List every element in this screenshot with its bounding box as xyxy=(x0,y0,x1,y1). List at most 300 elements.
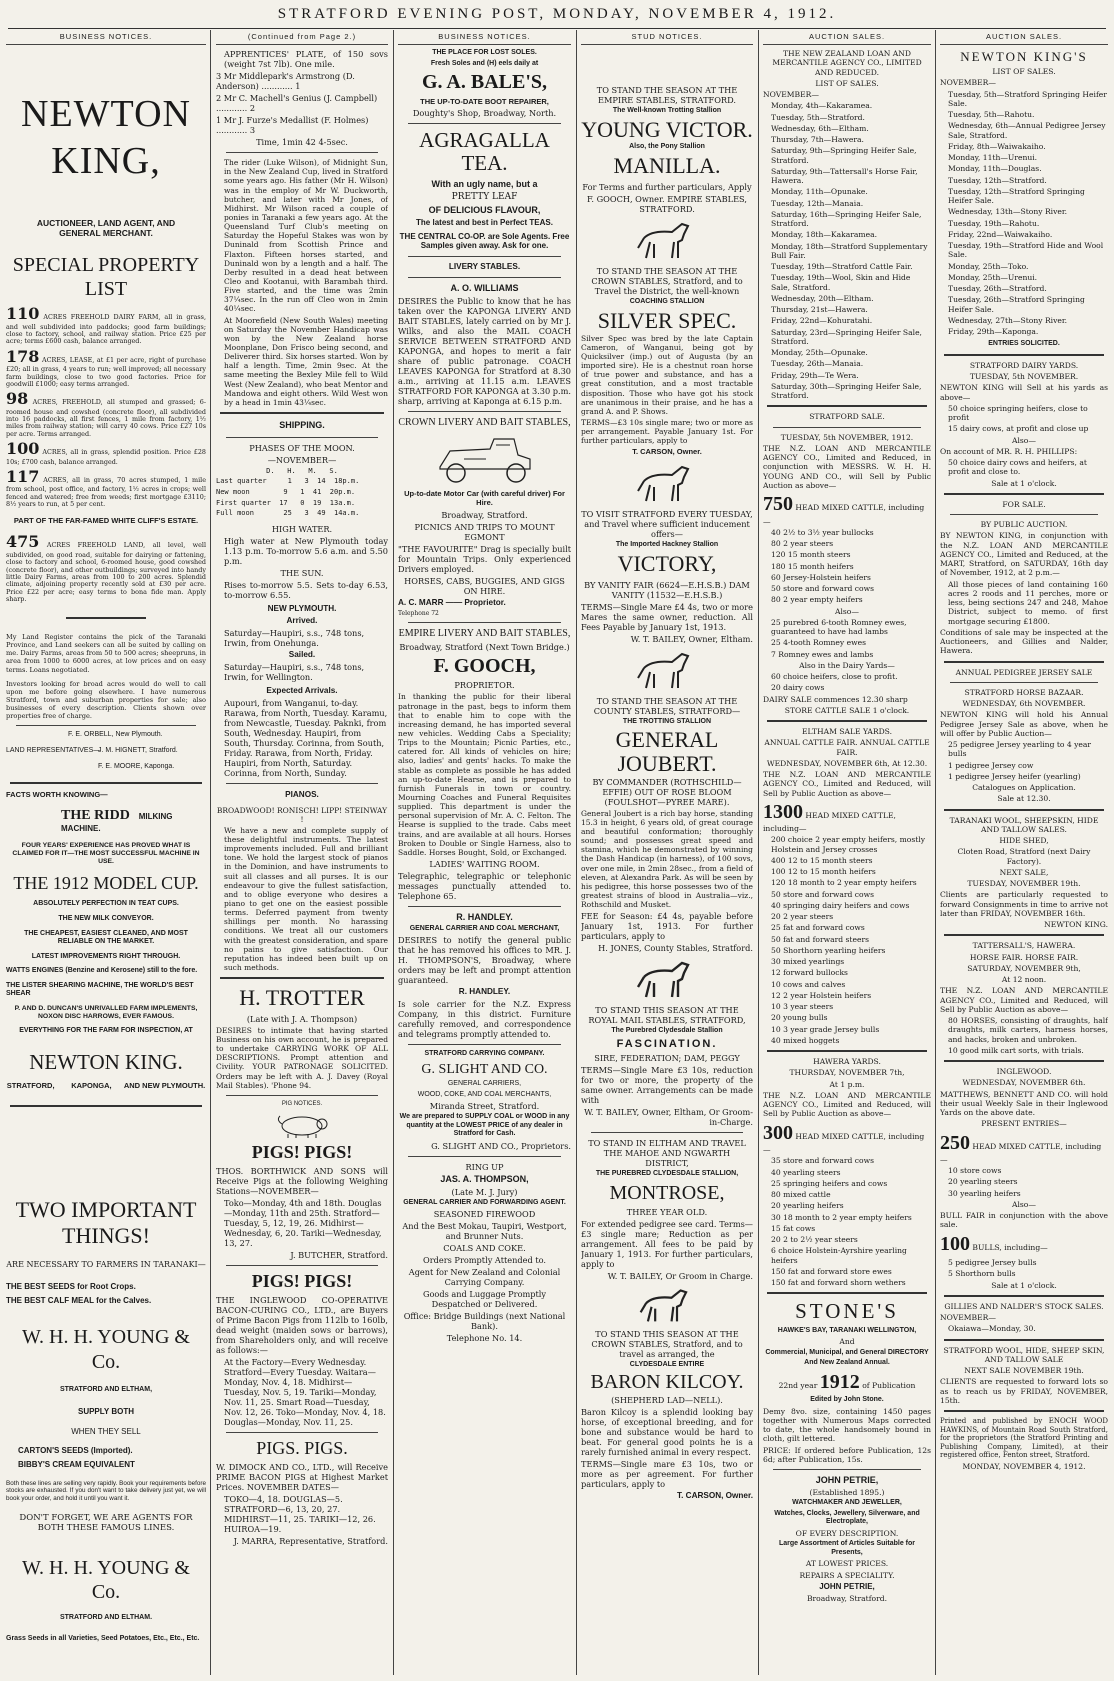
cattle-item: 40 yearling steers xyxy=(771,1167,841,1177)
taranaki-wool: TARANAKI WOOL, SHEEPSKIN, HIDE AND TALLOW SALES. xyxy=(949,815,1099,834)
sale-item: Tuesday, 26th—Stratford Springing Heifer Sale. xyxy=(948,295,1085,314)
montrose-text: For extended pedigree see card. Terms—£3 single mare; Reduction as per arrangement. All fees to be paid by January 1, 1913. For further particulars, apply to xyxy=(581,1219,753,1270)
butcher: J. BUTCHER, Stratford. xyxy=(290,1250,388,1261)
dimock-dates: TOKO—4, 18. DOUGLAS—5. STRATFORD—6, 13, 20, 27. MIDHIRST—11, 25. TARIKI—12, 26. HUIROA—19. xyxy=(224,1494,376,1535)
calf-meal: THE BEST CALF MEAL for the Calves. xyxy=(6,1295,152,1305)
ladies-room: LADIES' WAITING ROOM. xyxy=(429,858,540,869)
sale-item: Saturday, 16th—Springing Heifer Sale, Stratford. xyxy=(771,209,922,229)
heifers-1: 50 choice springing heifers, close to profit xyxy=(948,403,1088,423)
land-register: My Land Register contains the pick of the Taranaki Province, and Land seekers can all be suited by calling on me. Dairy Farms, areas from 50 to 500 acres; sheepruns, in area from 1000 to 6000 acres, at low prices and on easy terms. Loans negotiated. xyxy=(6,633,206,674)
marr-proprietor: A. C. MARR —— Proprietor. xyxy=(398,597,506,607)
column-header: STUD NOTICES. xyxy=(581,30,753,45)
sale-item: Tuesday, 26th—Stratford. xyxy=(948,284,1047,293)
cattle-item: 120 18 month to 2 year empty heifers xyxy=(771,878,917,888)
result-row: 2 Mr C. Machell's Genius (J. Campbell) ............ 2 xyxy=(216,93,378,114)
cattle-item: 150 fat and forward store ewes xyxy=(771,1266,892,1276)
sale-item: Thursday, 7th—Hawera. xyxy=(771,135,864,145)
lost-soles: THE PLACE FOR LOST SOLES. xyxy=(432,49,537,57)
nzloan-2: THE N.Z. LOAN AND MERCANTILE AGENCY CO., Limited and Reduced, will Sell by Public Auction as above— xyxy=(763,770,931,798)
jersey-2: 1 pedigree Jersey cow xyxy=(948,760,1034,770)
cattle-item: 20 2 to 2½ year steers xyxy=(771,1235,858,1245)
column-1 xyxy=(6,30,206,1675)
acreage: 117 xyxy=(6,466,40,486)
acreage: 178 xyxy=(6,346,40,366)
miranda-street: Miranda Street, Stratford. xyxy=(429,1101,540,1112)
clydesdale-stallion: The Purebred Clydesdale Stallion xyxy=(611,1027,723,1035)
gooch-proprietor: PROPRIETOR. xyxy=(454,680,515,691)
column-5 xyxy=(763,30,931,1675)
petrie-sign: JOHN PETRIE, xyxy=(819,1581,875,1591)
forwarding-agent: GENERAL CARRIER AND FORWARDING AGENT. xyxy=(403,1198,566,1206)
horses-hire: HORSES, CABS, BUGGIES, AND GIGS ON HIRE. xyxy=(404,575,565,596)
sale-item: Wednesday, 6th—Eltham. xyxy=(771,123,869,133)
divider xyxy=(408,1044,561,1045)
stones-regions: HAWKE'S BAY, TARANAKI WELLINGTON, xyxy=(777,1326,917,1334)
apprentices: APPRENTICES' PLATE, of 150 sovs (weight 7st 7lb). One mile. xyxy=(224,49,388,70)
moon-heading: PHASES OF THE MOON. xyxy=(249,442,355,453)
bibby: BIBBY'S CREAM EQUIVALENT xyxy=(18,1460,135,1470)
supply: SUPPLY BOTH xyxy=(77,1406,134,1416)
visit-stratford: TO VISIT STRATFORD EVERY TUESDAY, and Travel where sufficient inducement offers— xyxy=(581,508,753,539)
borthwick: THOS. BORTHWICK AND SONS will Receive Pigs at the following Weighing Stations—NOVEMBER— xyxy=(216,1166,388,1197)
cattle-item: 80 2 year steers xyxy=(771,539,834,549)
sale-item: Tuesday, 12th—Stratford Springing Heifer Sale. xyxy=(948,186,1085,205)
heifers-2: 15 dairy cows, at profit and close up xyxy=(948,424,1089,434)
bazaar-date: WEDNESDAY, 6th NOVEMBER. xyxy=(962,699,1086,709)
victory-terms: TERMS—Single Mare £4 4s, two or more Mares the same owner, reduction. All Fees Payable by January 1st, 1913. xyxy=(581,601,753,632)
young-victor: YOUNG VICTOR. xyxy=(581,116,753,142)
newton-king-footer: NEWTON KING. xyxy=(29,1049,183,1074)
cloten-road: Cloten Road, Stratford (next Dairy Factory). xyxy=(957,847,1091,866)
handley-text-2: Is sole carrier for the N.Z. Express Company, in this district. Furniture carefully removed, and correspondence and telegrams promptly attended to. xyxy=(398,999,571,1040)
hackney-stallion: The Imported Hackney Stallion xyxy=(615,540,719,548)
firewood: SEASONED FIREWOOD xyxy=(433,1209,536,1220)
petrie-address: Broadway, Stratford. xyxy=(806,1593,888,1603)
cattle-item: 25 springing heifers and cows xyxy=(771,1178,888,1188)
pretty-leaf: PRETTY LEAF xyxy=(451,191,518,202)
motor-car-icon xyxy=(430,433,540,485)
land: All those pieces of land containing 160 acres 2 roods and 11 perches, more or less, being sections 247 and 248, Mahoe District, subject to memo. of first mortgage securing £1800. xyxy=(948,579,1108,626)
sale-item: Friday, 29th—Te Wera. xyxy=(771,370,859,380)
cattle-item: 20 2 year steers xyxy=(771,912,834,922)
divider xyxy=(950,514,1098,515)
cattle-item: 400 12 to 15 month steers xyxy=(771,855,873,865)
horse-icon xyxy=(632,461,702,505)
head-text: HEAD MIXED CATTLE, including— xyxy=(763,810,896,834)
okaiawa: Okaiawa—Monday, 30. xyxy=(948,1324,1036,1334)
handley-sign: R. HANDLEY. xyxy=(458,987,511,997)
newton-kings: NEWTON KING'S xyxy=(960,49,1088,65)
silver-terms: TERMS—£3 10s single mare; two or more as per arrangement. Payable January 1st. For further particulars, apply to xyxy=(581,418,753,446)
fascination-sub: SIRE, FEDERATION; DAM, PEGGY xyxy=(594,1053,740,1064)
favourite: "THE FAVOURITE" Drag is specially built for Mountain Trips. Only experienced Drivers employed. xyxy=(398,543,571,574)
sale-item: Wednesday, 20th—Eltham. xyxy=(771,293,874,303)
inglewood-coop: THE INGLEWOOD CO-OPERATIVE BACON-CURING CO., LTD., are Buyers of Prime Bacon Pigs from 112lb to 160lb, dead weight (maiden sows or barrows), from Shareholders only, and will receive as follows:— xyxy=(216,1295,388,1356)
november: NOVEMBER— xyxy=(940,78,996,88)
central-coop: THE CENTRAL CO-OP. are Sole Agents. Free Samples given away. Ask for one. xyxy=(399,231,570,251)
conveyor: THE NEW MILK CONVEYOR. xyxy=(58,915,154,922)
clydesdale-heading: THE PUREBRED CLYDESDALE STALLION, xyxy=(595,1170,739,1178)
young-towns-2: STRATFORD AND ELTHAM. xyxy=(59,1614,153,1622)
inglewood-date: WEDNESDAY, NOVEMBER 6th. xyxy=(962,1078,1086,1088)
cattle-item: 10 store cows xyxy=(948,1166,1002,1176)
ring-up: RING UP xyxy=(465,1161,504,1172)
orders: Orders Promptly Attended to. xyxy=(423,1255,546,1266)
manilla: MANILLA. xyxy=(613,153,721,179)
of-publication: of Publication xyxy=(862,1380,916,1390)
sale-item: Friday, 8th—Waiwakaiho. xyxy=(948,141,1046,151)
sale-item: Saturday, 9th—Springing Heifer Sale, Stratford. xyxy=(771,146,917,165)
gooch-owner: F. GOOCH, Owner. EMPIRE STABLES, STRATFORD. xyxy=(587,194,747,215)
rep-hignett: J. M. HIGNETT, Stratford. xyxy=(98,746,178,754)
cattle-item: 12 forward bullocks xyxy=(771,968,848,978)
cattle-list xyxy=(763,1156,931,1287)
livery-heading: LIVERY STABLES. xyxy=(448,262,521,272)
jersey-sale: ANNUAL PEDIGREE JERSEY SALE xyxy=(955,667,1093,677)
horse-fair-time: At 12 noon. xyxy=(1001,975,1047,985)
model-cup: THE 1912 MODEL CUP. xyxy=(13,872,199,893)
cattle-item: 40 2½ to 3½ year bullocks xyxy=(771,527,874,537)
coals-coke: COALS AND COKE. xyxy=(443,1243,526,1254)
joubert-text: General Joubert is a rich bay horse, standing 15.3 in height, 6 years old, of great courage and beautiful conformation; thoroughly sound; and possesses great speed and stamina, which he demonstrated by winning the Dash Handicap (in harness), of 100 sovs, over one mile, in 2min 28sec., from a field of eleven, at Alexandra Park. As will be seen by his pedigree, this horse possesses two of the greatest strains of blood in Australia—viz., Rothschild and Musket. xyxy=(581,808,753,910)
column-rule xyxy=(935,30,936,1675)
reps-label: LAND REPRESENTATIVES— xyxy=(6,746,101,754)
bailey-owner-2: W. T. BAILEY, Owner, Eltham, Or Groom-in-Charge. xyxy=(584,1107,753,1128)
cattle-item: 20 young bulls xyxy=(771,1013,828,1023)
entries-solicited: ENTRIES SOLICITED. xyxy=(988,340,1060,348)
fascination: FASCINATION. xyxy=(616,1037,718,1050)
divider xyxy=(944,1060,1104,1062)
divider xyxy=(944,493,1104,495)
young-title-2: W. H. H. YOUNG & Co. xyxy=(22,1556,190,1603)
divider xyxy=(226,152,378,153)
romney-1: 25 purebred 6-tooth Romney ewes, guaranteed to have had lambs xyxy=(771,617,907,637)
williams-title: A. O. WILLIAMS xyxy=(450,283,519,294)
sale-1230: Sale at 12.30. xyxy=(997,794,1051,804)
handley-title: R. HANDLEY. xyxy=(456,911,513,922)
gooch-text: In thanking the public for their liberal patronage in the past, begs to inform them that to enable him to cope with the increasing demand, he has imported several new vehicles. Wedding Cabs a Speciality; Trips to the Mountain; Picnic Parties, etc., catered for. All kinds of vehicles on hire; also, ladies' and gents' hacks. To make the stable as complete as possible he has added an up-to-date Hearse, and is prepared to furnish Funerals in town or country. Mourning Coaches and Funeral Requisites supplied. This department is under the personal supervision of Mr. A. C. Felton. The Hearse is supplied to the trade. Cabs meet trains, and are available at all hours. Horses Broken to Double or Single Harness, also to Saddle. Horses Bought, Sold, or Exchanged. xyxy=(398,692,571,857)
head-text: HEAD MIXED CATTLE, including— xyxy=(763,1131,925,1155)
carrying-company: STRATFORD CARRYING COMPANY. xyxy=(424,1050,545,1058)
sale-item: Saturday, 23rd—Springing Heifer Sale, Stratford. xyxy=(771,327,922,346)
arrived-text: Saturday—Haupiri, s.s., 748 tons, Irwin, from Onehunga. xyxy=(224,627,365,648)
list-of-sales: LIST OF SALES. xyxy=(992,67,1056,76)
divider xyxy=(220,977,384,979)
divider xyxy=(767,1050,927,1052)
race-news: The rider (Luke Wilson), of Midnight Sun, in the New Zealand Cup, lived in Stratford some years ago. His father (Mr H. Wilson) was in the employ of Mr W. Duckworth, butcher, and later with Mr Jones, of Midhirst. Mr Wilson raced a couple of ponies in Taranaki a few years ago. At the Queensland Turf Club's meeting on Saturday the Hopeful Stakes was won by Duninald from Scottish Prince and Flaxton. Fifteen horses started, and Duninald won by a length and a half. The Derby resulted in a dead heat between Cleo and Kootanui, with Barambah third. Five started, and the time was 2min 37¼sec. In the run off Cleo won in 2min 40¼sec. xyxy=(224,158,388,314)
sale-item: Tuesday, 19th—Stratford Cattle Fair. xyxy=(771,262,913,272)
handley-text: DESIRES to notify the general public that he has removed his offices to MR. J. H. THOMPSON'S, Broadway, where orders may be left and prompt attention guaranteed. xyxy=(398,935,571,986)
head-text: HEAD MIXED CATTLE, including— xyxy=(940,1141,1102,1164)
role: AUCTIONEER, LAND AGENT, AND GENERAL MERCHANT. xyxy=(36,217,176,239)
expected-text: Aupouri, from Wanganui, to-day. Rarawa, from North, Tuesday. Karamu, from Newcastle, Tuesday. Paknki, from South, Wednesday. Haupiri, from South, Thursday. Corinna, from South, Friday. Rarawa, from North, Friday. Haupiri, from North, Saturday. Corinna, from North, Sunday. xyxy=(224,697,388,778)
silver-text: Silver Spec was bred by the late Captain Cameron, of Wanganui, being got by Quicksilver (imp.) out of Augusta (by an imported sire). He is a chestnut roan horse of true power and substance, and has a great constitution, and a most tractable disposition. Those who have got his stock are unanimous in their praise, and he has a grand A. and P. Shows. xyxy=(581,333,753,416)
baron-kilcoy: BARON KILCOY. xyxy=(590,1370,744,1393)
clients: Clients are particularly requested to forward Consignments in time to arrive not later than FRIDAY, NOVEMBER 16th. xyxy=(940,890,1108,918)
horse-fair: HORSE FAIR. HORSE FAIR. xyxy=(969,952,1079,962)
shipping-heading: SHIPPING. xyxy=(279,419,325,430)
silver-spec: SILVER SPEC. xyxy=(597,307,737,333)
sale-item: Tuesday, 19th—Stratford Hide and Wool Sale. xyxy=(948,241,1104,260)
divider xyxy=(591,1132,743,1133)
baron-text: Baron Kilcoy is a splendid looking bay horse, of exceptional breeding, and for bone and substance would be hard to beat. For general good points he is a rarely furnished animal in every respect. xyxy=(581,1406,753,1457)
cattle-item: 50 store and forward cows xyxy=(771,889,874,899)
baron-terms: TERMS—Single mare £3 10s, two or more as per agreement. For further particulars, apply to xyxy=(581,1458,753,1489)
cattle-item: 25 fat and forward cows xyxy=(771,923,865,933)
year: 1912 xyxy=(819,1370,860,1393)
grass-seeds: Grass Seeds in all Varieties, Seed Potatoes, Etc., Etc., Etc. xyxy=(6,1634,200,1642)
divider xyxy=(944,934,1104,936)
victory: VICTORY, xyxy=(617,551,717,577)
sale-item: Tuesday, 5th—Stratford Springing Heifer Sale. xyxy=(948,89,1107,108)
moon-row: Full moon 25 3 49 14a.m. xyxy=(216,509,360,518)
stratford-sale: STRATFORD SALE. xyxy=(809,412,885,422)
cattle-item: 10 3 year steers xyxy=(771,1002,834,1012)
sale-item: Monday, 11th—Douglas. xyxy=(948,164,1042,174)
column-header: (Continued from Page 2.) xyxy=(216,30,388,45)
carson-owner-2: T. CARSON, Owner. xyxy=(677,1490,753,1500)
divider xyxy=(226,1265,378,1266)
white-cliffs: PART OF THE FAR-FAMED WHITE CLIFF'S ESTATE. xyxy=(13,516,199,526)
sale-item: Tuesday, 19th—Wool, Skin and Hide Sale, Stratford. xyxy=(771,273,911,292)
petrie-title: JOHN PETRIE, xyxy=(815,1475,879,1486)
sale-item: Wednesday, 13th—Stony River. xyxy=(948,207,1068,217)
acreage: 100 xyxy=(6,439,40,459)
empire-address: Broadway, Stratford (Next Town Bridge.) xyxy=(399,642,570,653)
horse-icon xyxy=(632,957,702,1001)
nk-2: BY NEWTON KING, in conjunction with the N.Z. LOAN AND MERCANTILE AGENCY CO., Limited and Reduced, at the MART, Stratford, on SATURDAY, 16th day of November, 1912, at 2 p.m.— xyxy=(940,531,1108,578)
cattle-item: 180 15 month heifers xyxy=(771,561,854,571)
head-count: 300 xyxy=(763,1121,793,1144)
two-things: TWO IMPORTANT THINGS! xyxy=(15,1196,197,1249)
slight-title: G. SLIGHT AND CO. xyxy=(421,1061,548,1077)
sale-item: Monday, 11th—Opunake. xyxy=(771,187,868,197)
sale-item: Monday, 25th—Urenui. xyxy=(948,272,1038,282)
list-of-sales: LIST OF SALES. xyxy=(815,78,879,88)
pianos-heading: PIANOS. xyxy=(285,789,319,799)
result-row: 1 Mr J. Furze's Medallist (F. Holmes) ............ 3 xyxy=(216,115,369,136)
eltham-date: WEDNESDAY, NOVEMBER 6th, At 12.30. xyxy=(766,758,928,768)
perfection: ABSOLUTELY PERFECTION IN TEAT CUPS. xyxy=(33,900,179,908)
cattle-item: 120 15 month steers xyxy=(771,550,851,560)
demy: Demy 8vo. size, containing 1450 pages together with Numerous Maps corrected to date, the whole handsomely bound in cloth, gilt lettered. xyxy=(763,1406,931,1444)
property-text: ACRES FREEHOLD DAIRY FARM, all in grass, and well subdivided into paddocks; good farm buildings; close to factory, school, and railway station. Price £25 per acre; terms £600 cash, balance arranged. xyxy=(6,313,206,346)
bull-text: BULLS, including— xyxy=(972,1242,1048,1252)
divider xyxy=(944,661,1104,663)
property-text: ACRES, all in grass, 70 acres stumped, 1 mile from school, post office, and factory, 1½ acres in crops; well fenced and watered; free from weeds; first mortgage £3110; 8½ years to run, at 5 per cent. xyxy=(6,475,206,508)
column-header: AUCTION SALES. xyxy=(940,30,1108,45)
agragalla-title: AGRAGALLA TEA. xyxy=(419,127,550,175)
stand-county: TO STAND THE SEASON AT THE COUNTY STABLES, STRATFORD— xyxy=(593,695,741,716)
office: Office: Bridge Buildings (next National Bank). xyxy=(403,1311,566,1332)
phillips: On account of MR. R. H. PHILLIPS: xyxy=(940,446,1078,456)
jersey-1: 25 pedigree Jersey yearling to 4 year bulls xyxy=(948,740,1092,759)
cattle-item: 60 Jersey-Holstein heifers xyxy=(771,572,871,582)
masthead: STRATFORD EVENING POST, MONDAY, NOVEMBER 4, 1912. xyxy=(277,6,837,22)
column-rule xyxy=(210,30,211,1675)
ugly-name: With an ugly name, but a xyxy=(431,178,538,189)
sale-item: Monday, 18th—Kakaramea. xyxy=(771,230,878,240)
trotter-sub: (Late with J. A. Thompson) xyxy=(246,1013,358,1024)
facts-heading: FACTS WORTH KNOWING— xyxy=(6,789,108,799)
horse-fair-date: SATURDAY, NOVEMBER 9th, xyxy=(967,963,1081,973)
telephone-72: Telephone 72 xyxy=(398,609,439,617)
cattle-item: 35 store and forward cows xyxy=(771,1156,874,1166)
horse-icon xyxy=(632,1285,702,1325)
hawera-yards: HAWERA YARDS. xyxy=(813,1057,881,1067)
sun-text: Rises to-morrow 5.5. Sets to-day 6.53, to-morrow 6.55. xyxy=(224,579,388,600)
bailey-owner-3: W. T. BAILEY, Or Groom in Charge. xyxy=(607,1271,753,1282)
sale-item: Monday, 25th—Toko. xyxy=(948,261,1029,271)
handley-sub: GENERAL CARRIER AND COAL MERCHANT, xyxy=(409,924,560,932)
bailey-owner: W. T. BAILEY, Owner, Eltham. xyxy=(630,633,753,644)
dairy-yards: STRATFORD DAIRY YARDS. xyxy=(969,360,1079,370)
carson-owner: T. CARSON, Owner. xyxy=(632,447,702,457)
nzloan-1: THE N.Z. LOAN AND MERCANTILE AGENCY CO., Limited and Reduced, in conjunction with MESSRS. W. H. H. YOUNG AND CO., will Sell by Public Auction as above— xyxy=(763,443,931,490)
gillies-nalder: GILLIES AND NALDER'S STOCK SALES. xyxy=(944,1301,1104,1311)
new-plymouth: NEW PLYMOUTH. xyxy=(267,603,337,613)
for-sale: FOR SALE. xyxy=(1002,499,1046,509)
imprint: Printed and published by ENOCH WOOD HAWKINS, of Mountain Road South Stratford, for the proprietors (the Stratford Printing and Publishing Company, Limited), at their registered office, Fenton street, Stratford. xyxy=(940,1417,1108,1460)
joubert-fee: FEE for Season: £4 4s, payable before January 1st, 1913. For further particulars, apply to xyxy=(581,911,753,942)
ridd-title: THE RIDD xyxy=(61,807,130,823)
telegraphic: Telegraphic, telegraphic or telephonic messages punctually attended to. Telephone 65. xyxy=(398,870,571,901)
cattle-list xyxy=(763,528,931,605)
column-header: BUSINESS NOTICES. xyxy=(6,30,206,45)
best-coals: And the Best Mokau, Taupiri, Westport, and Brunner Nuts. xyxy=(402,1221,567,1242)
dairy-2: 20 dairy cows xyxy=(771,683,825,693)
stand-eltham: TO STAND IN ELTHAM AND TRAVEL THE MAHOE AND NGWARTH DISTRICT, xyxy=(588,1138,746,1169)
cattle-item: 150 fat and forward shorn wethers xyxy=(771,1278,906,1288)
jones: H. JONES, County Stables, Stratford. xyxy=(598,943,753,954)
everything: EVERYTHING FOR THE FARM FOR INSPECTION, AT xyxy=(19,1027,193,1035)
sailed: Sailed. xyxy=(288,649,316,659)
picnics: PICNICS AND TRIPS TO MOUNT EGMONT xyxy=(414,521,555,542)
when: WHEN THEY SELL xyxy=(71,1426,141,1436)
column-rule xyxy=(758,30,759,1675)
cattle-item: 40 mixed hoggets xyxy=(771,1035,840,1045)
investors: Investors looking for broad acres would do well to call upon me before going elsewhere. I have numerous Stratford, town and suburban properties for sale; also businesses of every description. Clients shown over properties free of charge. xyxy=(6,679,206,720)
nk-4: NEWTON KING. xyxy=(1044,920,1108,930)
cattle-item: 80 mixed cattle xyxy=(771,1190,831,1200)
cattle-item: 200 choice 2 year empty heifers, mostly Holstein and Jersey crosses xyxy=(771,835,926,854)
motor-car-hire: Up-to-date Motor Car (with careful driver) For Hire. xyxy=(404,489,565,508)
moon-row: First quarter 17 0 19 13a.m. xyxy=(216,498,356,507)
sale-item: Saturday, 9th—Tattersall's Horse Fair, Hawera. xyxy=(771,166,918,186)
cattle-item: 100 12 to 15 month heifers xyxy=(771,867,876,877)
cattle-item: 80 2 year empty heifers xyxy=(771,595,863,605)
sale-item: Wednesday, 27th—Stony River. xyxy=(948,315,1068,325)
duncan: P. AND D. DUNCAN'S UNRIVALLED FARM IMPLEMENTS, NOXON DISC HARROWS, EVER FAMOUS. xyxy=(14,1004,198,1020)
trotter-text: DESIRES to intimate that having started Business on his own account, he is prepared to undertake CARRYING WORK OF ALL DESCRIPTIONS. Prompt attention and Civility. YOUR PATRONAGE SOLICITED. Orders may be left with A. J. Davey (Royal Mail Stables). 'Phone 94. xyxy=(216,1025,388,1090)
cartons: CARTON'S SEEDS (Imported). xyxy=(18,1446,133,1456)
lowest-prices: AT LOWEST PRICES. xyxy=(805,1559,889,1569)
result-row: 3 Mr Middlepark's Armstrong (D. Anderson) ............ 1 xyxy=(216,71,355,92)
sale-item: Friday, 22nd—Kohuratahi. xyxy=(771,316,873,326)
divider xyxy=(408,1156,561,1157)
column-header: AUCTION SALES. xyxy=(763,30,931,45)
lister: THE LISTER SHEARING MACHINE, THE WORLD'S BEST SHEAR xyxy=(6,981,194,998)
next-sale: NEXT SALE, xyxy=(999,867,1049,877)
inglewood-dates: At the Factory—Every Wednesday. Stratford—Every Tuesday. Waitara—Monday, Nov. 4, 18. Midhirst—Tuesday, Nov. 5, 19. Tariki—Monday, Nov. 11, 25. Smart Road—Tuesday, Nov. 12, 26. Toko—Monday, Nov. 4, 18. Douglas—Monday, Nov. 11, 25. xyxy=(224,1357,386,1428)
ridd-sub: MILKING MACHINE. xyxy=(61,811,173,833)
bull-fair: BULL FAIR in conjunction with the above sale. xyxy=(940,1211,1108,1230)
slight-proprietors: G. SLIGHT AND CO., Proprietors. xyxy=(431,1140,571,1151)
fresh-soles: Fresh Soles and (H) eels daily at xyxy=(430,59,539,67)
cattle-item: 10 3 year grade Jersey bulls xyxy=(771,1024,880,1034)
clients-2: CLIENTS are requested to forward lots so as to reach us by FRIDAY, NOVEMBER, 15th. xyxy=(940,1377,1108,1405)
piano-text: We have a new and complete supply of these delightful instruments. The latest improvements included. Full and brilliant tone. We hold the largest stock of pianos in the Dominion, and have instruments to suit all classes and all purses. It is our endeavour to give the fullest satisfaction, and to oblige everyone who desires a piano to get one on the easiest possible terms. Deferred payment from twenty shillings per month. No harassing conditions. We treat all our customers with the greatest consideration, and spare no pains to give satisfaction. Our reputation has indeed been built up on such methods. xyxy=(224,825,388,972)
acreage: 110 xyxy=(6,304,40,324)
horses: 80 HORSES, consisting of draughts, half draughts, milk carters, harness horses, and hacks, broken and unbroken. xyxy=(948,1016,1108,1044)
terms-apply: For Terms and further particulars, Apply xyxy=(582,182,752,193)
high-water: HIGH WATER. xyxy=(271,523,333,534)
divider xyxy=(408,622,561,623)
nzloan-3: THE N.Z. LOAN AND MERCANTILE AGENCY CO., Limited and Reduced, will Sell by Public Auction as above— xyxy=(763,1090,931,1119)
stand-royal-mail: TO STAND THIS SEASON AT THE ROYAL MAIL STABLES, STRATFORD, xyxy=(588,1005,746,1026)
best-seeds: THE BEST SEEDS for Root Crops. xyxy=(6,1281,136,1291)
divider xyxy=(944,354,1104,356)
hide-shed: HIDE SHED, xyxy=(999,836,1049,846)
trotting-stallion: The Well-known Trotting Stallion xyxy=(612,107,722,115)
clydesdale-entire: CLYDESDALE ENTIRE xyxy=(629,1361,705,1369)
nk-3: NEWTON KING will hold his Annual Pedigree Jersey Sale as above, when he will offer by Public Auction— xyxy=(940,710,1108,738)
dairy-1: 60 choice heifers, close to profit. xyxy=(771,672,898,682)
wool-sale: STRATFORD WOOL, HIDE, SHEEP SKIN, AND TALLOW SALE xyxy=(943,1345,1105,1364)
divider xyxy=(226,783,378,784)
williams-text: DESIRES the Public to know that he has taken over the KAPONGA LIVERY AND BAIT STABLES, lately carried on by Mr J. Wilks, and also the MAIL COACH SERVICE BETWEEN STRATFORD AND KAPONGA, and hopes to merit a fair share of public patronage. COACH LEAVES KAPONGA for Stratford at 8.30 a.m., arriving at 11.15 a.m. LEAVES STRATFORD FOR KAPONGA at 3.30 p.m. sharp, arriving at Kaponga at 6.15 p.m. xyxy=(398,296,571,407)
horse-icon xyxy=(632,648,702,692)
divider xyxy=(226,1095,378,1096)
trotting-heading: THE TROTTING STALLION xyxy=(622,717,712,725)
joubert-sub: BY COMMANDER (ROTHSCHILD—EFFIE) OUT OF ROSE BLOOM (FOULSHOT—PYREE MARE). xyxy=(592,776,742,807)
empire-livery: EMPIRE LIVERY AND BAIT STABLES, xyxy=(398,627,571,639)
head-text: HEAD MIXED CATTLE, including— xyxy=(763,503,925,526)
sale-item: Monday, 4th—Kakaramea. xyxy=(771,101,873,111)
property-text: ACRES FREEHOLD LAND, all level, well subdivided, on good road, suitable for dairying or fattening, close to factory and school, 6-roomed house, good cowshed (concrete floor), and other outbuildings; surveyed into handy little Dairy Farms, areas from 100 to 200 acres. Splendid climate, adjoining property recently sold at £30 per acre. Price £22 per acre; easy terms to bona fide man. Apply sharp. xyxy=(6,541,206,604)
agent: Agent for New Zealand and Colonial Carrying Company. xyxy=(408,1267,561,1288)
dont-forget: DON'T FORGET, WE ARE AGENTS FOR BOTH THESE FAMOUS LINES. xyxy=(19,1512,193,1534)
cattle-item: 30 yearling heifers xyxy=(948,1188,1021,1198)
divider xyxy=(944,1295,1104,1297)
towns: STRATFORD, KAPONGA, AND NEW PLYMOUTH. xyxy=(6,1081,206,1091)
bales-address: Doughty's Shop, Broadway, North. xyxy=(412,107,557,118)
stand-crown-2: TO STAND THIS SEASON AT THE CROWN STABLES, Stratford, and to travel as arranged, the xyxy=(591,1329,743,1360)
bull-count: 100 xyxy=(940,1232,970,1255)
latest: LATEST IMPROVEMENTS RIGHT THROUGH. xyxy=(31,952,181,960)
list-title: SPECIAL PROPERTY LIST xyxy=(12,253,200,300)
column-4 xyxy=(581,30,753,1675)
moon-month: —NOVEMBER— xyxy=(267,454,337,465)
cattle-item: 50 Shorthorn yearling heifers xyxy=(771,945,886,955)
tattersall: TATTERSALL'S, HAWERA. xyxy=(972,941,1076,951)
price: PRICE: If ordered before Publication, 12s 6d; after Publication, 15s. xyxy=(763,1445,931,1464)
cattle-item: 50 store and forward cows xyxy=(771,584,874,594)
romney-3: 7 Romney ewes and lambs xyxy=(771,649,874,659)
divider xyxy=(773,427,921,428)
both-lines: Both these lines are selling very rapidly. Book your requirements before stocks are exhausted. If you don't want to take delivery just yet, we will book your order, and hold it until you want it. xyxy=(6,1479,206,1503)
goods: Goods and Luggage Promptly Despatched or Delivered. xyxy=(422,1289,547,1310)
milk-cart: 10 good milk cart sorts, with trials. xyxy=(948,1045,1084,1055)
hawera-date: THURSDAY, NOVEMBER 7th, xyxy=(789,1068,905,1078)
bales-title: G. A. BALE'S, xyxy=(421,71,548,94)
sale-item: Tuesday, 12th—Stratford. xyxy=(948,175,1047,185)
divider xyxy=(408,256,561,257)
present-entries: PRESENT ENTRIES— xyxy=(981,1119,1067,1129)
eltham-yards: ELTHAM SALE YARDS. xyxy=(801,727,893,737)
race-time: Time, 1min 42 4-5sec. xyxy=(256,137,348,148)
sale-item: Thursday, 21st—Hawera. xyxy=(771,305,868,315)
